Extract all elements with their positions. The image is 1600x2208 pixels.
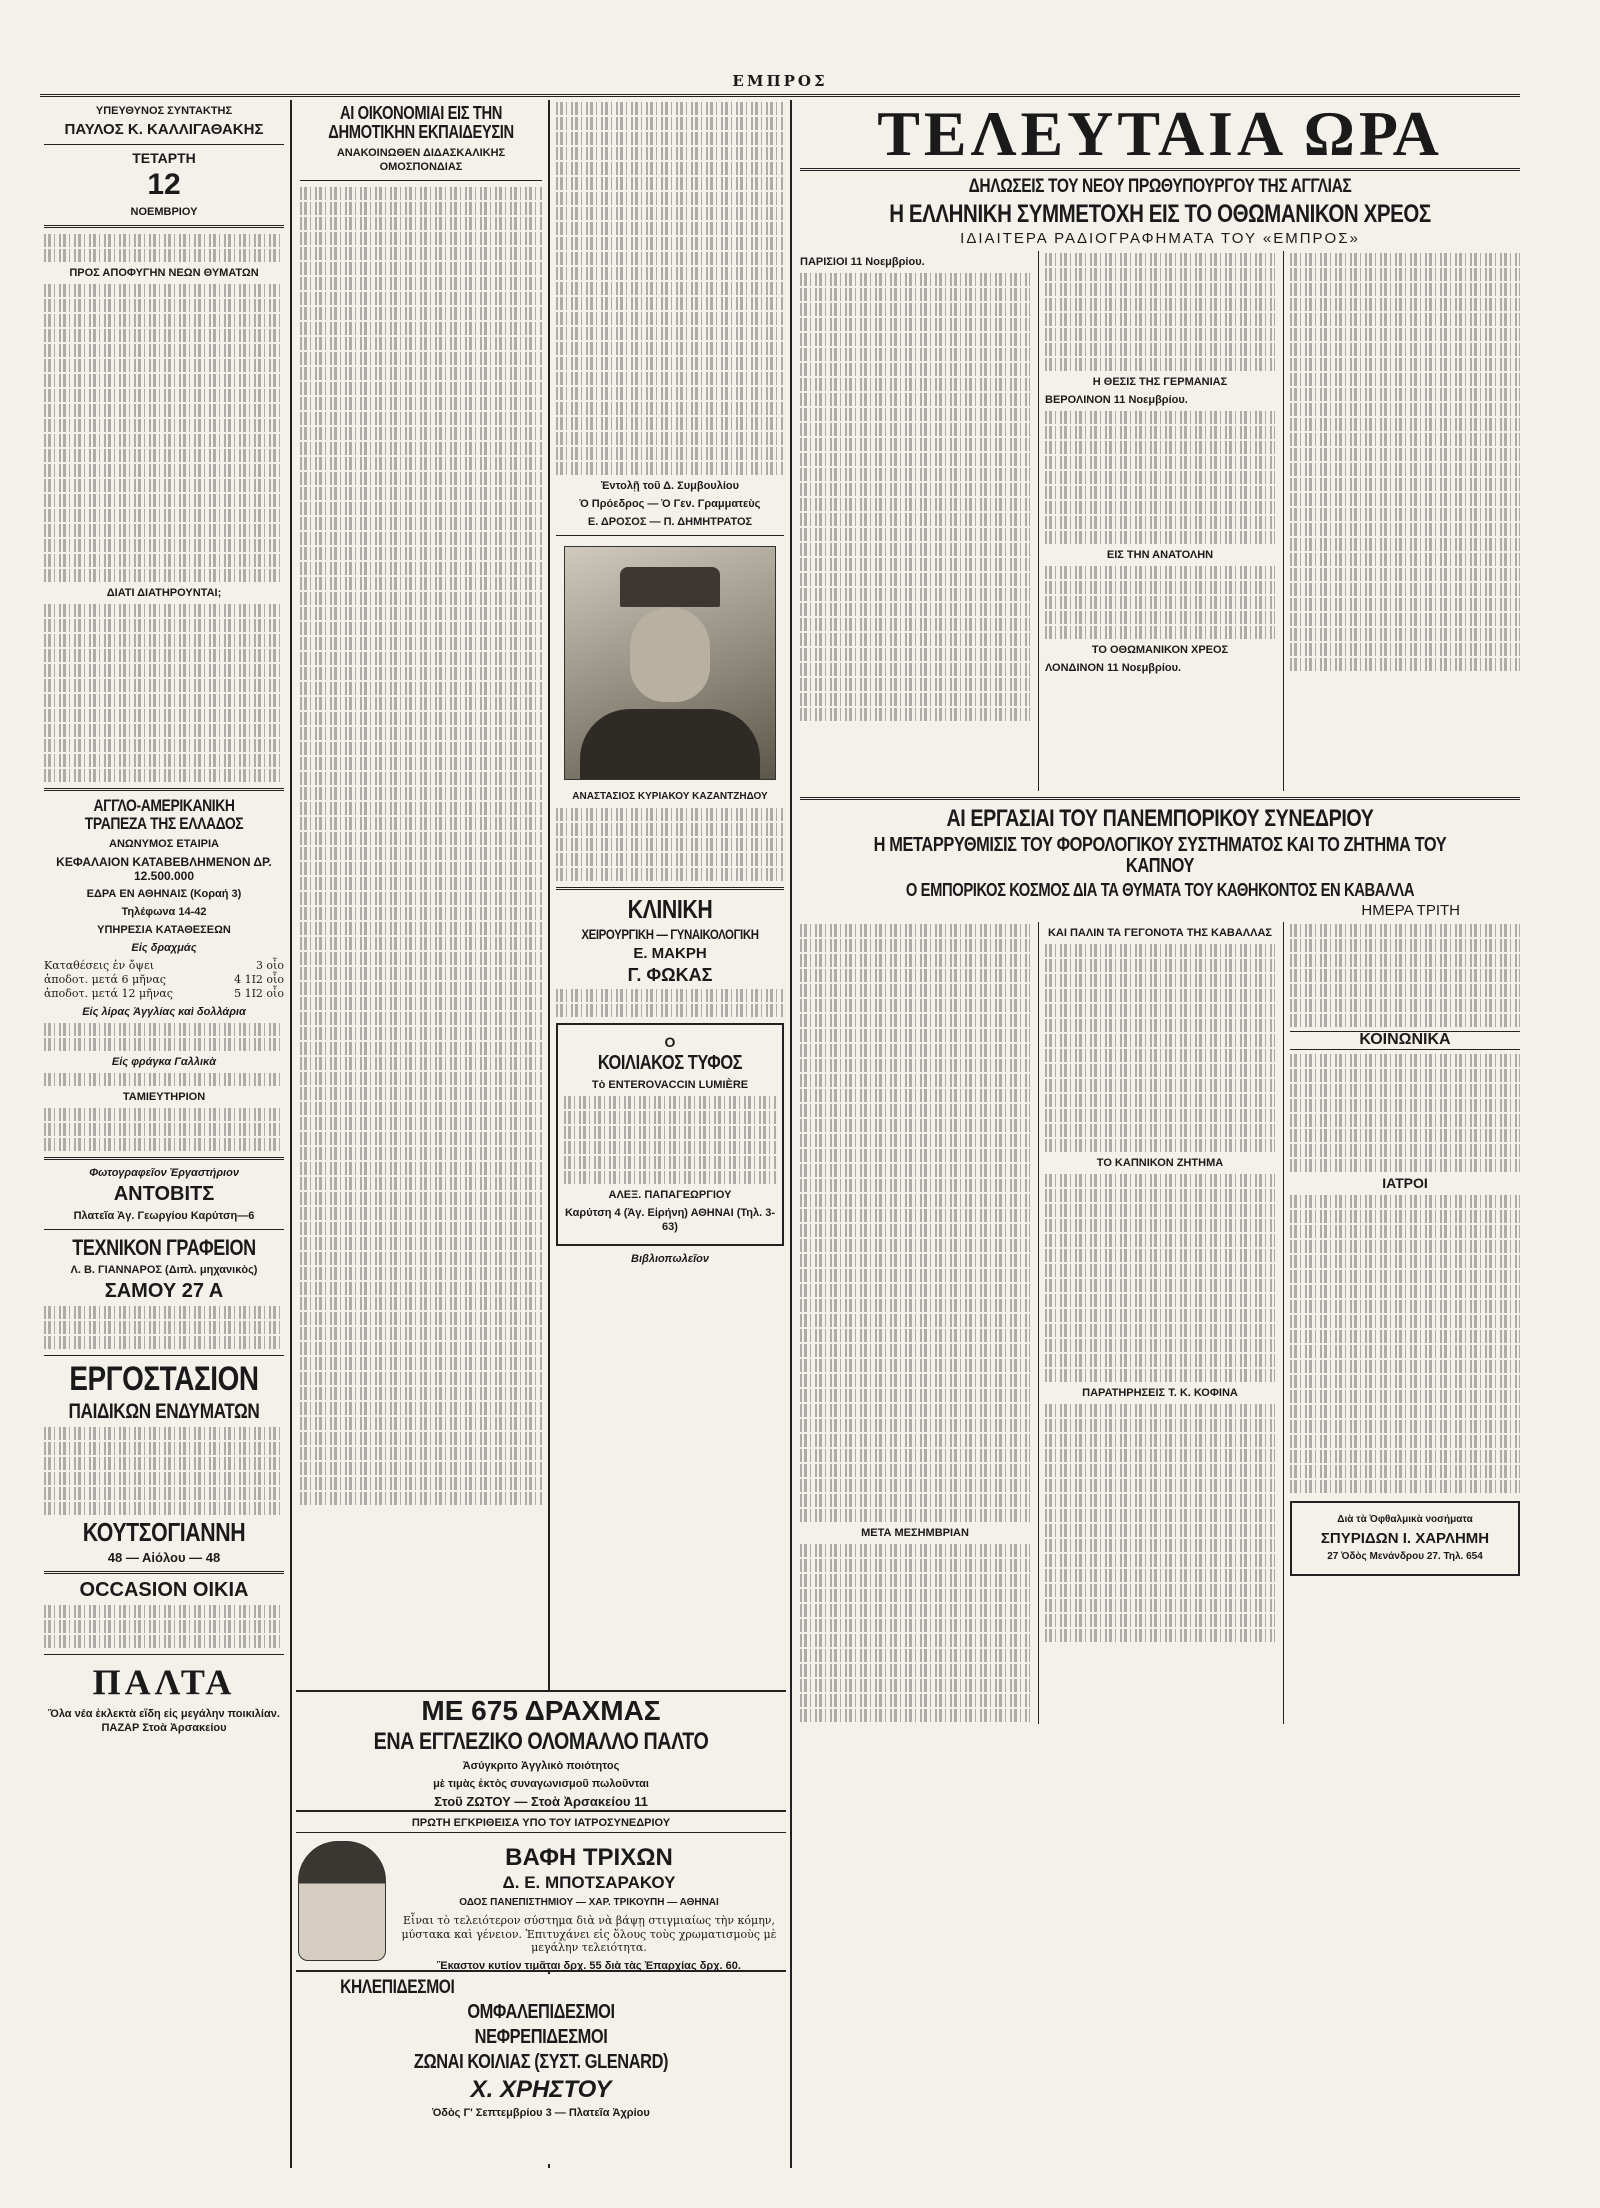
- bank-pounds: Εἰς λίρας Ἀγγλίας καὶ δολλάρια: [82, 1005, 246, 1018]
- congress-col-c: [1283, 922, 1520, 1724]
- hair-dye-price: Ἕκαστον κυτίον τιμᾶται δρχ. 55 διὰ τὰς Ἐπαρχίας δρχ. 60.: [437, 1959, 741, 1972]
- typhus-subtitle: Τὸ ENTEROVACCIN LUMIÈRE: [591, 1079, 749, 1092]
- subhead-tobacco: ΤΟ ΚΑΠΝΙΚΟΝ ΖΗΤΗΜΑ: [1096, 1157, 1224, 1170]
- bank-rate-row: Καταθέσεις ἐν ὄψει 3 οἷο: [44, 958, 284, 972]
- hair-dye-address: ΟΔΟΣ ΠΑΝΕΠΙΣΤΗΜΙΟΥ — ΧΑΡ. ΤΡΙΚΟΥΠΗ — ΑΘΗΝΑΙ: [459, 1897, 719, 1909]
- tech-office-address: ΣΑΜΟΥ 27 Α: [104, 1279, 224, 1302]
- issue-day: ΤΕΤΑΡΤΗ: [132, 149, 196, 166]
- typhus-pharmacist: ΑΛΕΞ. ΠΑΠΑΓΕΩΡΓΙΟΥ: [608, 1189, 732, 1202]
- hair-dye-text: Εἶναι τὸ τελειότερον σύστημα διὰ νὰ βάψῃ στιγμιαίως τὴν κόμην, μύστακα καὶ γένειον. Ἐπιτυχάνει εἰς ὅλους τοὺς χρωματισμοὺς μὲ μεγάλην τελειότητα.: [401, 1914, 777, 1955]
- news-col-c: [1283, 251, 1520, 791]
- factory-subtitle: ΠΑΙΔΙΚΩΝ ΕΝΔΥΜΑΤΩΝ: [68, 1400, 260, 1424]
- belts-ad-line1: ΚΗΛΕΠΙΔΕΣΜΟΙ: [340, 1977, 455, 1998]
- eye-doctor-ad: [1290, 1501, 1520, 1577]
- dateline-paris: ΠΑΡΙΣΙΟΙ 11 Νοεμβρίου.: [800, 255, 925, 268]
- bookshop-notice: Βιβλιοπωλεῖον: [631, 1253, 709, 1266]
- bank-title: ΑΓΓΛΟ-ΑΜΕΡΙΚΑΝΙΚΗ ΤΡΑΠΕΖΑ ΤΗΣ ΕΛΛΑΔΟΣ: [84, 795, 244, 833]
- column-2: [300, 100, 542, 1688]
- bank-rate-row: ἀποδοτ. μετά 6 μῆνας 4 1Ι2 οἷο: [44, 972, 284, 986]
- belts-ad-maker: Χ. ΧΡΗΣΤΟΥ: [470, 2075, 612, 2103]
- doctors-section-title: ΙΑΤΡΟΙ: [1382, 1174, 1428, 1191]
- bank-drachmas: Εἰς δραχμάς: [131, 941, 197, 954]
- coat-ad: [296, 1690, 786, 1812]
- eye-doctor-name: ΣΠΥΡΙΔΩΝ Ι. ΧΑΡΛΗΜΗ: [1320, 1529, 1490, 1547]
- subhead-debt: ΤΟ ΟΘΩΜΑΝΙΚΟΝ ΧΡΕΟΣ: [1091, 643, 1229, 656]
- bank-subtitle: ΑΝΩΝΥΜΟΣ ΕΤΑΙΡΙΑ: [109, 837, 219, 850]
- bank-address: ΕΔΡΑ ΕΝ ΑΘΗΝΑΙΣ (Κοραή 3): [86, 887, 242, 900]
- portrait-photo: [564, 546, 776, 780]
- signature-roles: Ὁ Πρόεδρος — Ὁ Γεν. Γραμματεὺς: [579, 498, 761, 510]
- news-col-b: [1038, 251, 1275, 791]
- hair-dye-maker: Δ. Ε. ΜΠΟΤΣΑΡΑΚΟΥ: [502, 1873, 676, 1893]
- issue-date: 12: [147, 168, 181, 202]
- social-section-title: ΚΟΙΝΩΝΙΚΑ: [1290, 1031, 1520, 1050]
- headline-radio: ΙΔΙΑΙΤΕΡΑ ΡΑΔΙΟΓΡΑΦΗΜΑΤΑ ΤΟΥ «ΕΜΠΡΟΣ»: [960, 230, 1360, 248]
- bank-service: ΥΠΗΡΕΣΙΑ ΚΑΤΑΘΕΣΕΩΝ: [97, 923, 231, 936]
- bank-savings: ΤΑΜΙΕΥΤΗΡΙΟΝ: [122, 1090, 206, 1103]
- article-economies-subtitle: ΑΝΑΚΟΙΝΩΘΕΝ ΔΙΔΑΣΚΑΛΙΚΗΣ ΟΜΟΣΠΟΝΔΙΑΣ: [336, 146, 506, 173]
- photo-label: Φωτογραφεῖον Ἐργαστήριον: [89, 1166, 239, 1179]
- coat-ad-store: Στοῦ ΖΩΤΟΥ — Στοὰ Ἀρσακείου 11: [434, 1793, 648, 1809]
- subhead-remarks: ΠΑΡΑΤΗΡΗΣΕΙΣ Τ. Κ. ΚΟΦΙΝΑ: [1082, 1387, 1238, 1400]
- congress-col-b: [1038, 922, 1275, 1724]
- palta-text: Ὅλα νέα ἐκλεκτὰ εἴδη εἰς μεγάλην ποικιλίαν. ΠΑΖΑΡ Στοὰ Ἀρσακείου: [48, 1707, 280, 1734]
- last-hour-title: ΤΕΛΕΥΤΑΙΑ ΩΡΑ: [800, 100, 1520, 171]
- palta-title: ΠΑΛΤΑ: [92, 1661, 236, 1702]
- belts-ad-line2: ΟΜΦΑΛΕΠΙΔΕΣΜΟΙ: [467, 2000, 615, 2023]
- masthead: [40, 74, 1520, 97]
- headline-ottoman-debt: Η ΕΛΛΗΝΙΚΗ ΣΥΜΜΕΤΟΧΗ ΕΙΣ ΤΟ ΟΘΩΜΑΝΙΚΟΝ ΧΡΕΟΣ: [889, 199, 1431, 228]
- dateline-london: ΛΟΝΔΙΝΟΝ 11 Νοεμβρίου.: [1045, 661, 1182, 674]
- coat-ad-headline: ΕΝΑ ΕΓΓΛΕΖΙΚΟ ΟΛΟΜΑΛΛΟ ΠΑΛΤΟ: [373, 1728, 709, 1756]
- headline-tax-reform: Η ΜΕΤΑΡΡΥΘΜΙΣΙΣ ΤΟΥ ΦΟΡΟΛΟΓΙΚΟΥ ΣΥΣΤΗΜΑΤΟΣ ΚΑΙ ΤΟ ΖΗΤΗΜΑ ΤΟΥ ΚΑΠΝΟΥ: [873, 834, 1447, 878]
- dateline-berlin: ΒΕΡΟΛΙΝΟΝ 11 Νοεμβρίου.: [1045, 393, 1188, 406]
- right-section: [800, 100, 1520, 2168]
- bank-francs: Εἰς φράγκα Γαλλικὰ: [111, 1055, 217, 1068]
- clinic-doctor: Γ. ΦΩΚΑΣ: [627, 964, 713, 985]
- editor-name: ΠΑΥΛΟΣ Κ. ΚΑΛΛΙΓΑΘΑΚΗΣ: [64, 121, 264, 138]
- congress-col-a: [800, 922, 1030, 1724]
- day-label: ΗΜΕΡΑ ΤΡΙΤΗ: [1361, 902, 1460, 920]
- belts-ad: [296, 1974, 786, 2164]
- subhead-germany: Η ΘΕΣΙΣ ΤΗΣ ΓΕΡΜΑΝΙΑΣ: [1092, 375, 1228, 388]
- headline-kavala-victims: Ο ΕΜΠΟΡΙΚΟΣ ΚΟΣΜΟΣ ΔΙΑ ΤΑ ΘΥΜΑΤΑ ΤΟΥ ΚΑΘΗΚΟΝΤΟΣ ΕΝ ΚΑΒΑΛΛΑ: [905, 880, 1415, 901]
- signature-names: Ε. ΔΡΟΣΟΣ — Π. ΔΗΜΗΤΡΑΤΟΣ: [587, 516, 753, 528]
- factory-owner: ΚΟΥΤΣΟΓΙΑΝΝΗ: [82, 1517, 246, 1548]
- belts-ad-line4: ΖΩΝΑΙ ΚΟΙΛΙΑΣ (ΣΥΣΤ. GLENARD): [413, 2050, 669, 2073]
- headline-avoid-victims: ΠΡΟΣ ΑΠΟΦΥΓΗΝ ΝΕΩΝ ΘΥΜΑΤΩΝ: [69, 266, 259, 279]
- signature-place: Ἐντολῇ τοῦ Δ. Συμβουλίου: [601, 480, 739, 492]
- headline-congress: ΑΙ ΕΡΓΑΣΙΑΙ ΤΟΥ ΠΑΝΕΜΠΟΡΙΚΟΥ ΣΥΝΕΔΡΙΟΥ: [946, 804, 1374, 832]
- photo-studio-name: ΑΝΤΟΒΙΤΣ: [113, 1182, 215, 1205]
- photo-address: Πλατεῖα Ἁγ. Γεωργίου Καρύτση—6: [73, 1209, 255, 1222]
- hair-dye-ad: [296, 1812, 786, 1972]
- bank-phone: Τηλέφωνα 14-42: [121, 905, 207, 918]
- headline-why-kept: ΔΙΑΤΙ ΔΙΑΤΗΡΟΥΝΤΑΙ;: [106, 586, 222, 599]
- coat-ad-quality: Ἀσύγκριτο Ἀγγλικὸ ποιότητος: [462, 1759, 620, 1772]
- headline-pm-statements: ΔΗΛΩΣΕΙΣ ΤΟΥ ΝΕΟΥ ΠΡΩΘΥΠΟΥΡΓΟΥ ΤΗΣ ΑΓΓΛΙΑΣ: [968, 176, 1352, 197]
- column-3: [556, 100, 784, 1688]
- bank-rate-row: ἀποδοτ. μετά 12 μῆνας 5 1Ι2 οἷο: [44, 986, 284, 1000]
- occasion-title: OCCASION ΟΙΚΙΑ: [79, 1578, 249, 1601]
- issue-month: ΝΟΕΜΒΡΙΟΥ: [130, 205, 198, 218]
- tech-office-title: ΤΕΧΝΙΚΟΝ ΓΡΑΦΕΙΟΝ: [72, 1234, 256, 1260]
- eye-doctor-address: 27 Ὁδὸς Μενάνδρου 27. Τηλ. 654: [1327, 1551, 1483, 1563]
- hair-dye-banner: ΠΡΩΤΗ ΕΓΚΡΙΘΕΙΣΑ ΥΠΟ ΤΟΥ ΙΑΤΡΟΣΥΝΕΔΡΙΟΥ: [296, 1816, 786, 1833]
- bank-capital: ΚΕΦΑΛΑΙΟΝ ΚΑΤΑΒΕΒΛΗΜΕΝΟΝ ΔΡ. 12.500.000: [56, 854, 272, 883]
- factory-address: 48 — Αἰόλου — 48: [107, 1549, 221, 1565]
- clinic-owner: Ε. ΜΑΚΡΗ: [633, 944, 707, 962]
- belts-ad-address: Ὁδὸς Γ' Σεπτεμβρίου 3 — Πλατεῖα Ἀχρίου: [432, 2107, 650, 2120]
- article-economies-title: ΑΙ ΟΙΚΟΝΟΜΙΑΙ ΕΙΣ ΤΗΝ ΔΗΜΟΤΙΚΗΝ ΕΚΠΑΙΔΕΥΣΙΝ: [328, 103, 514, 142]
- hair-dye-title: ΒΑΦΗ ΤΡΙΧΩΝ: [505, 1844, 673, 1871]
- subhead-east: ΕΙΣ ΤΗΝ ΑΝΑΤΟΛΗΝ: [1106, 548, 1214, 561]
- portrait-caption: ΑΝΑΣΤΑΣΙΟΣ ΚΥΡΙΑΚΟΥ ΚΑΖΑΝΤΖΗΔΟΥ: [572, 791, 768, 802]
- typhus-ad: [556, 1023, 784, 1247]
- factory-title: ΕΡΓΟΣΤΑΣΙΟΝ: [69, 1359, 259, 1398]
- typhus-article: Ο: [664, 1033, 676, 1050]
- clinic-title: ΚΛΙΝΙΚΗ: [627, 894, 713, 924]
- eye-doctor-label: Διὰ τὰ Ὀφθαλμικὰ νοσήματα: [1337, 1513, 1473, 1525]
- coat-ad-prices: μὲ τιμὰς ἐκτὸς συναγωνισμοῦ πωλοῦνται: [433, 1777, 649, 1790]
- editor-label: ΥΠΕΥΘΥΝΟΣ ΣΥΝΤΑΚΤΗΣ: [95, 105, 233, 117]
- typhus-title: ΚΟΙΛΙΑΚΟΣ ΤΥΦΟΣ: [597, 1052, 743, 1075]
- coat-ad-price: ΜΕ 675 ΔΡΑΧΜΑΣ: [421, 1695, 661, 1726]
- subhead-afternoon: ΜΕΤΑ ΜΕΣΗΜΒΡΙΑΝ: [861, 1527, 969, 1540]
- subhead-kavala: ΚΑΙ ΠΑΛΙΝ ΤΑ ΓΕΓΟΝΟΤΑ ΤΗΣ ΚΑΒΑΛΛΑΣ: [1047, 927, 1273, 940]
- typhus-address: Καρύτση 4 (Ἁγ. Εἰρήνη) ΑΘΗΝΑΙ (Τηλ. 3-63): [564, 1207, 776, 1234]
- news-col-a: [800, 251, 1030, 791]
- tech-office-names: Λ. Β. ΓΙΑΝΝΑΡΟΣ (Διπλ. μηχανικὸς): [70, 1263, 258, 1276]
- newspaper-name: ΕΜΠΡΟΣ: [732, 72, 828, 90]
- woman-illustration: [298, 1841, 386, 1961]
- clinic-type: ΧΕΙΡΟΥΡΓΙΚΗ — ΓΥΝΑΙΚΟΛΟΓΙΚΗ: [581, 926, 759, 943]
- belts-ad-line3: ΝΕΦΡΕΠΙΔΕΣΜΟΙ: [474, 2025, 608, 2048]
- column-1: [44, 100, 284, 2168]
